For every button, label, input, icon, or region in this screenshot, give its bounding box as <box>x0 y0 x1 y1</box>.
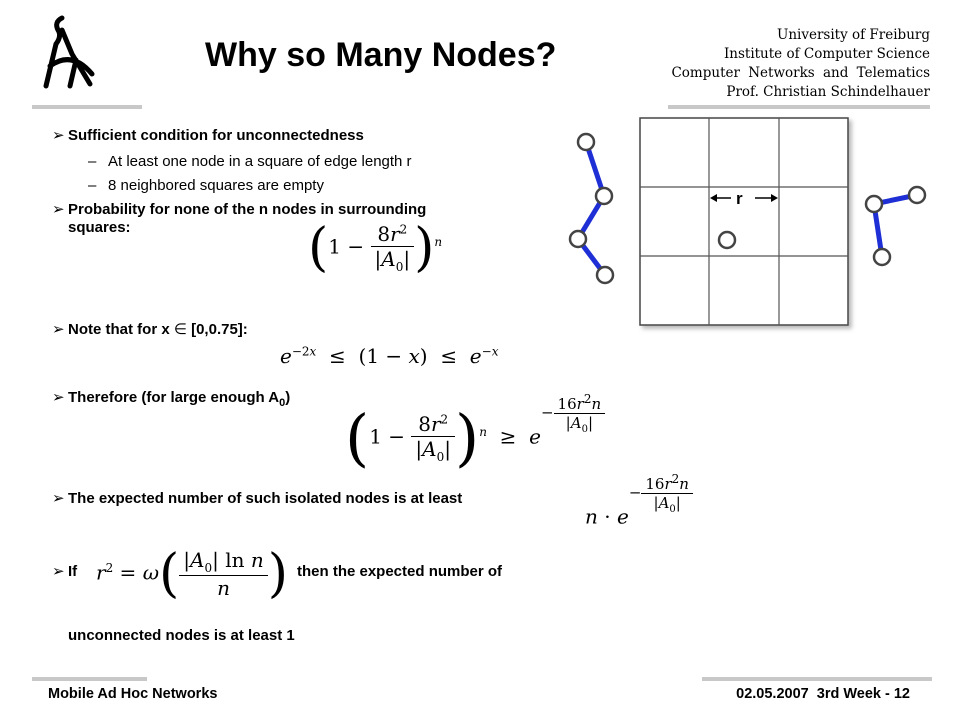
bullet-sufficient-condition: ➢ Sufficient condition for unconnectedness <box>52 127 364 144</box>
header-rule-right <box>668 105 930 109</box>
node-icon <box>578 134 594 150</box>
bullet-if-continuation: then the expected number of <box>297 563 503 580</box>
footer-course: Mobile Ad Hoc Networks <box>48 686 218 702</box>
node-icon <box>570 231 586 247</box>
header-rule-left <box>32 105 142 109</box>
grid-squares <box>640 118 848 325</box>
institution-block <box>671 26 930 102</box>
formula-inequality: $e^{-2x} \le (1 - x) \le e^{-x}$ <box>280 344 499 368</box>
page-title: Why so Many Nodes? <box>205 36 557 74</box>
bullet-therefore: ➢ Therefore (for large enough $A_0$) <box>52 389 291 409</box>
node-icon <box>596 188 612 204</box>
node-icon <box>909 187 925 203</box>
bullet-if-line2: unconnected nodes is at least 1 <box>68 627 295 644</box>
node-chain-left <box>570 134 613 283</box>
formula-radius-condition: $r^2 = \omega$( $\frac{|A_0| \ln n}{n}$ ) <box>96 544 289 604</box>
bullet-expected-isolated: ➢ The expected number of such isolated nodes is at least <box>52 490 463 507</box>
university-logo-icon <box>40 14 120 94</box>
institution-line: Computer Networks and Telematics <box>671 65 930 81</box>
r-label: r <box>736 189 743 208</box>
bullet-probability: ➢ Probability for none of the n nodes in surrounding squares: <box>52 201 427 236</box>
grid-diagram <box>565 112 945 337</box>
sub-bullet-empty-squares: – 8 neighbored squares are empty <box>88 177 324 194</box>
formula-probability: (1 − $\frac{8r^2}{|A_0|}$ )$^n$ <box>308 218 443 278</box>
footer-date-page: 02.05.2007 3rd Week - 12 <box>736 686 910 702</box>
bullet-if: ➢ If <box>52 563 78 580</box>
node-chain-right <box>866 187 925 265</box>
formula-expected-isolated: n · e− $\frac{16r^2n}{|A_0|}$ <box>585 472 693 529</box>
footer-rule-right <box>702 677 932 681</box>
node-icon <box>597 267 613 283</box>
footer-rule-left <box>32 677 147 681</box>
institution-line: University of Freiburg <box>776 27 930 43</box>
formula-lower-bound: (1 − $\frac{8r^2}{|A_0|}$ )$^n$ ≥ e− $\frac{16r^2n}{|A_0|}$ <box>345 392 605 469</box>
bullet-note: ➢ Note that for x ∈ [0,0.75]: <box>52 321 248 338</box>
sub-bullet-one-node: – At least one node in a square of edge length r <box>88 153 412 170</box>
isolated-node-icon <box>719 232 735 248</box>
node-icon <box>874 249 890 265</box>
institution-line: Institute of Computer Science <box>723 46 930 62</box>
node-icon <box>866 196 882 212</box>
institution-line: Prof. Christian Schindelhauer <box>726 84 930 100</box>
